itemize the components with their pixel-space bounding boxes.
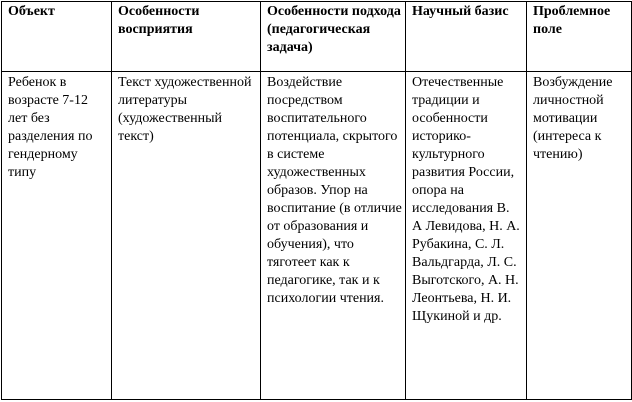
cell-object: Ребенок в возрасте 7-12 лет без разделения по гендерному типу [2, 72, 112, 400]
header-approach: Особенности подхода (педагогическая задача) [261, 2, 406, 72]
table-row [2, 72, 632, 400]
cell-approach: Воздействие посредством воспитательного потенциала, скрытого в системе художественных образов. Упор на воспитание (в отличие от образования и обучения), что тяготеет как к педагогике, так и к психологии чтения. [261, 72, 406, 400]
comparison-table [1, 1, 632, 400]
cell-problem: Возбуждение личностной мотивации (интереса к чтению) [527, 72, 632, 400]
table-header-row [2, 2, 632, 72]
header-basis: Научный базис [406, 2, 527, 72]
header-perception: Особенности восприятия [112, 2, 261, 72]
header-object: Объект [2, 2, 112, 72]
cell-perception: Текст художественной литературы (художественный текст) [112, 72, 261, 400]
cell-basis: Отечественные традиции и особенности историко-культурного развития России, опора на исследования В. А Левидова, Н. А. Рубакина, С. Л. Вальдгарда, Л. С. Выготского, А. Н. Леонтьева, Н. И. Щукиной и др. [406, 72, 527, 400]
header-problem: Проблемное поле [527, 2, 632, 72]
